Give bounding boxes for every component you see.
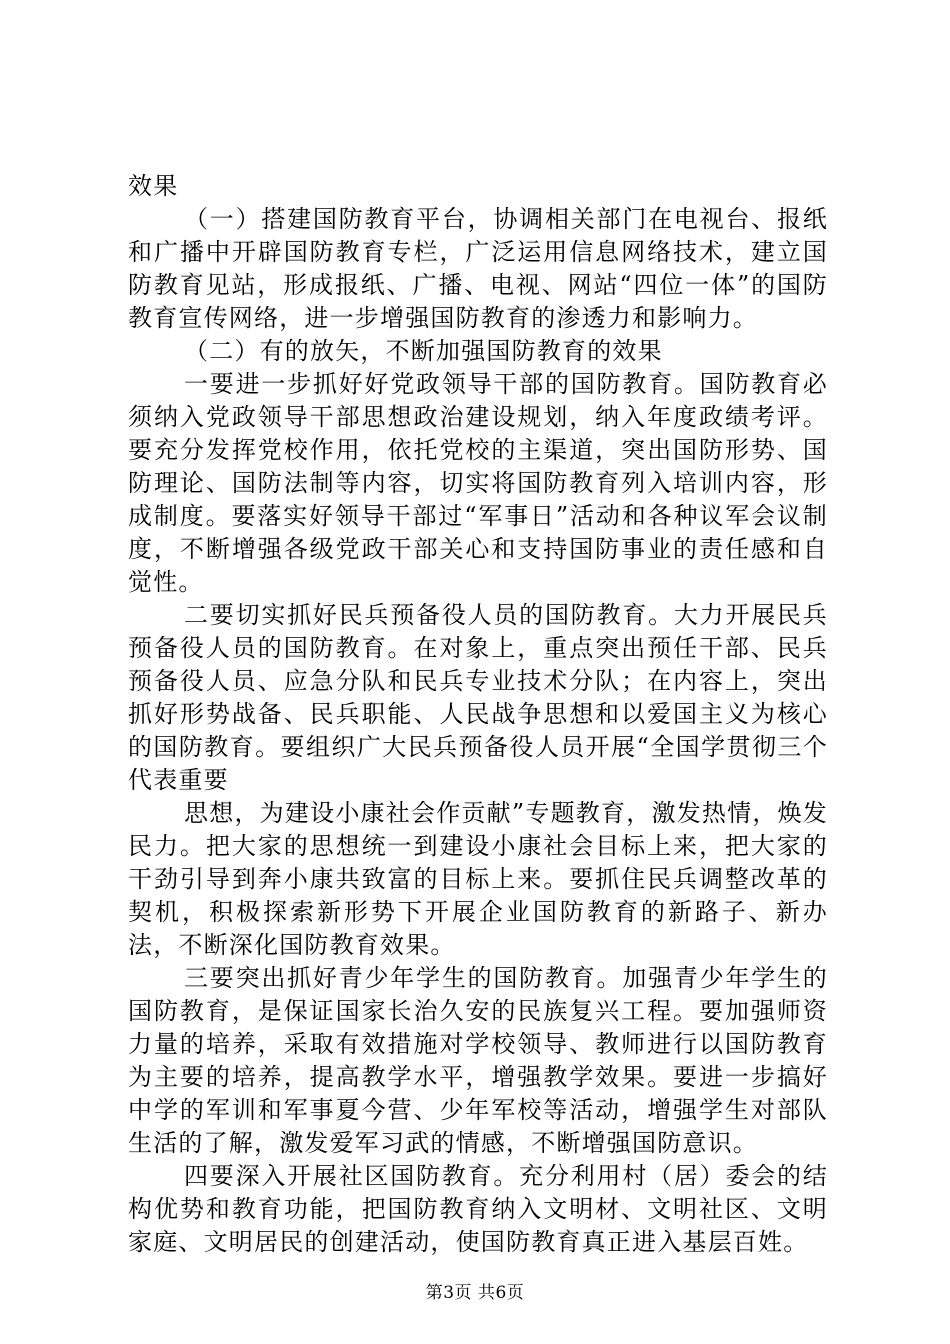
- paragraph-5: 思想，为建设小康社会作贡献”专题教育，激发热情，焕发民力。把大家的思想统一到建设小康社会目标上来，把大家的干劲引导到奔小康共致富的目标上来。要抓住民兵调整改革的契机，积极探索新形势下开展企业国防教育的新路子、新办法，不断深化国防教育效果。: [128, 799, 828, 959]
- paragraph-heading-continuation: 效果: [128, 172, 179, 200]
- page-footer: 第3页 共6页: [425, 1283, 525, 1303]
- paragraph-3: 一要进一步抓好好党政领导干部的国防教育。国防教育必须纳入党政领导干部思想政治建设规划，纳入年度政绩考评。要充分发挥党校作用，依托党校的主渠道，突出国防形势、国防理论、国防法制等内容，切实将国防教育列入培训内容，形成制度。要落实好领导干部过“军事日”活动和各种议军会议制度，不断增强各级党政干部关心和支持国防事业的责任感和自觉性。: [128, 370, 828, 596]
- document-body: [128, 170, 828, 1259]
- paragraph-1: （一）搭建国防教育平台，协调相关部门在电视台、报纸和广播中开辟国防教育专栏，广泛运用信息网络技术，建立国防教育见站，形成报纸、广播、电视、网站“四位一体”的国防教育宣传网络，进一步增强国防教育的渗透力和影响力。: [128, 205, 828, 332]
- paragraph-4: 二要切实抓好民兵预备役人员的国防教育。大力开展民兵预备役人员的国防教育。在对象上，重点突出预任干部、民兵预备役人员、应急分队和民兵专业技术分队；在内容上，突出抓好形势战备、民兵职能、人民战争思想和以爱国主义为核心的国防教育。要组织广大民兵预备役人员开展“全国学贯彻三个代表重要: [128, 601, 828, 794]
- paragraph-7: 四要深入开展社区国防教育。充分利用村（居）委会的结构优势和教育功能，把国防教育纳入文明材、文明社区、文明家庭、文明居民的创建活动，使国防教育真正进入基层百姓。: [128, 1162, 828, 1256]
- paragraph-2-heading: （二）有的放矢，不断加强国防教育的效果: [184, 337, 663, 365]
- paragraph-6: 三要突出抓好青少年学生的国防教育。加强青少年学生的国防教育，是保证国家长治久安的民族复兴工程。要加强师资力量的培养，采取有效措施对学校领导、教师进行以国防教育为主要的培养，提高教学水平，增强教学效果。要进一步搞好中学的军训和军事夏今营、少年军校等活动，增强学生对部队生活的了解，激发爱军习武的情感，不断增强国防意识。: [128, 964, 828, 1157]
